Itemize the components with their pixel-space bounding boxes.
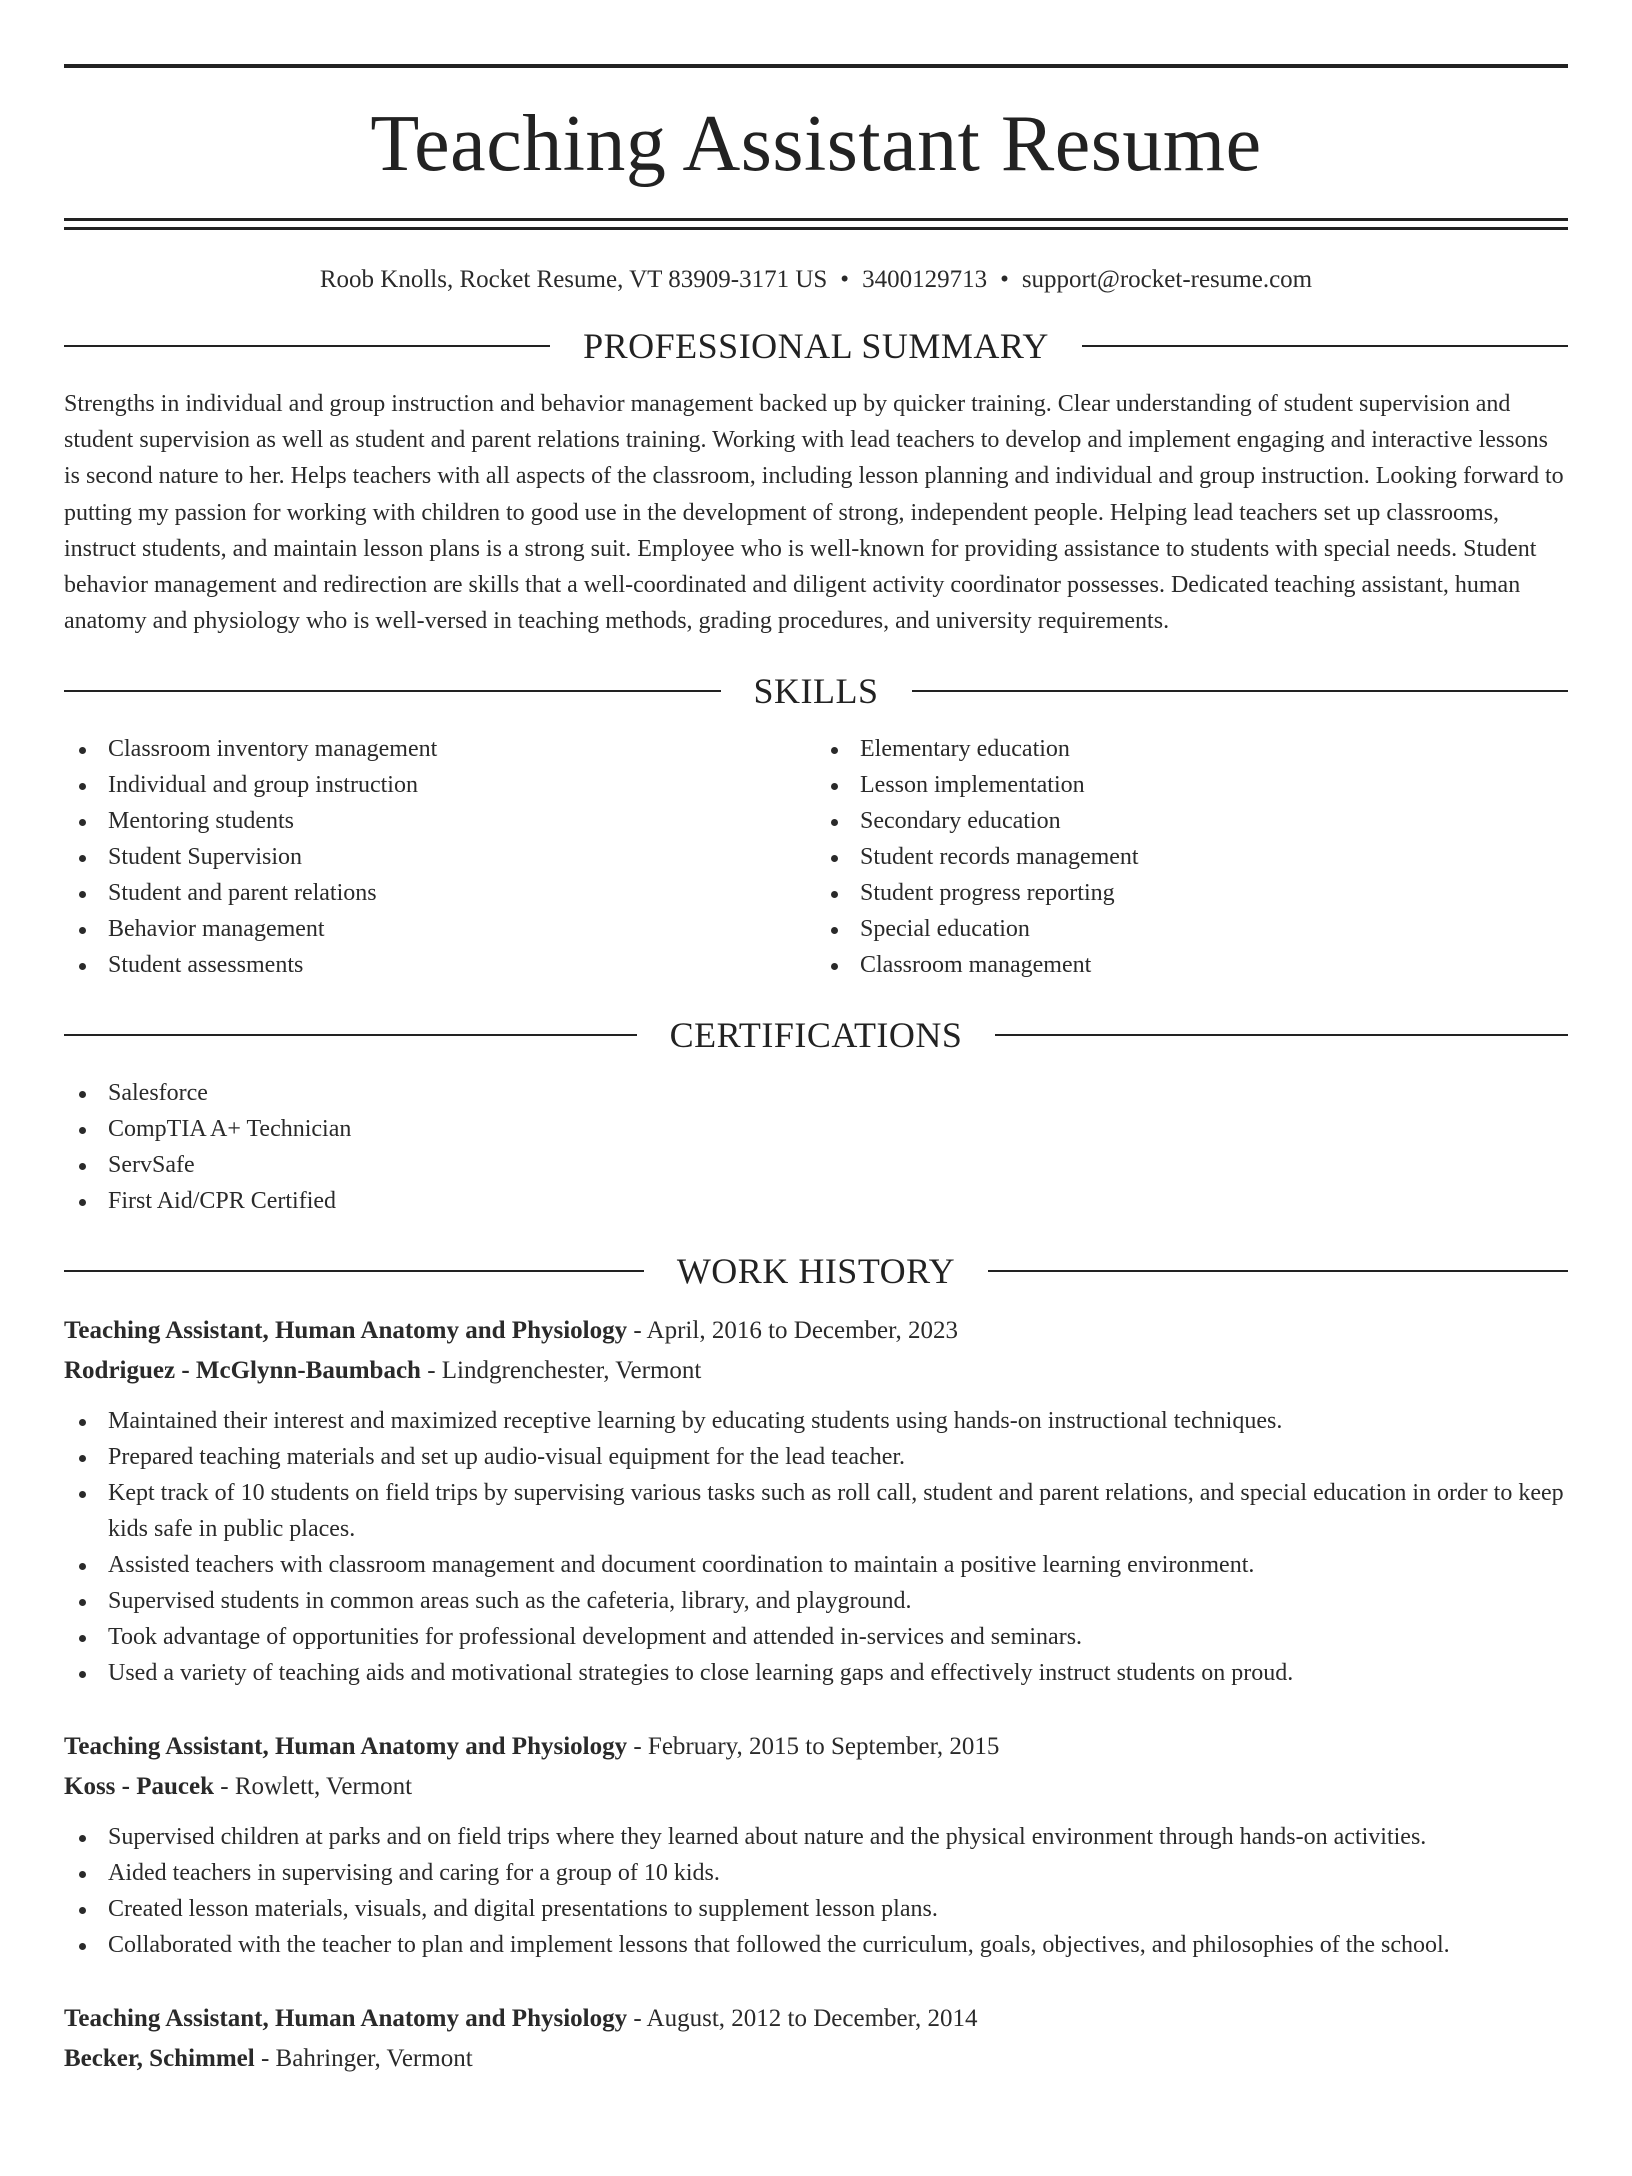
job-location: - Bahringer, Vermont bbox=[254, 2045, 473, 2073]
contact-separator: • bbox=[840, 266, 850, 293]
divider-line bbox=[995, 1034, 1568, 1036]
job-bullet: Took advantage of opportunities for professional development and attended in-services and seminars. bbox=[64, 1619, 1568, 1655]
job-entry bbox=[64, 1999, 1568, 2079]
job-title-line bbox=[64, 1999, 1568, 2039]
divider-line bbox=[912, 690, 1569, 692]
summary-text: Strengths in individual and group instruction and behavior management backed up by quicker training. Clear understanding of student supervision and student supervision as well as student and parent relations training. Working with lead teachers to develop and implement engaging and interactive lessons is second nature to her. Helps teachers with all aspects of the classroom, including lesson planning and individual and group instruction. Looking forward to putting my passion for working with children to good use in the development of strong, independent people. Helping lead teachers set up classrooms, instruct students, and maintain lesson plans is a strong suit. Employee who is well-known for providing assistance to students with special needs. Student behavior management and redirection are skills that a well-coordinated and diligent activity coordinator possesses. Dedicated teaching assistant, human anatomy and physiology who is well-versed in teaching methods, grading procedures, and university requirements. bbox=[64, 391, 1564, 635]
section-header-certifications bbox=[64, 1015, 1568, 1056]
job-bullet: Supervised children at parks and on field trips where they learned about nature and the physical environment through hands-on activities. bbox=[64, 1819, 1568, 1855]
divider-line bbox=[1082, 345, 1568, 347]
skill-item: Student assessments bbox=[64, 947, 816, 983]
skills-column-right bbox=[816, 731, 1568, 983]
certification-item: Salesforce bbox=[64, 1075, 1568, 1111]
job-dates: - April, 2016 to December, 2023 bbox=[627, 1317, 958, 1345]
resume-page bbox=[0, 64, 1632, 2176]
contact-separator: • bbox=[1000, 266, 1009, 293]
job-bullet: Supervised students in common areas such as the cafeteria, library, and playground. bbox=[64, 1583, 1568, 1619]
job-bullet: Kept track of 10 students on field trips by supervising various tasks such as roll call, student and parent relations, and special education in order to keep kids safe in public places. bbox=[64, 1475, 1568, 1547]
skill-item: Student records management bbox=[816, 839, 1568, 875]
job-bullet: Created lesson materials, visuals, and digital presentations to supplement lesson plans. bbox=[64, 1891, 1568, 1927]
job-title-line bbox=[64, 1727, 1568, 1767]
certification-item: CompTIA A+ Technician bbox=[64, 1111, 1568, 1147]
certification-item: First Aid/CPR Certified bbox=[64, 1183, 1568, 1219]
skill-item: Special education bbox=[816, 911, 1568, 947]
job-bullet: Prepared teaching materials and set up audio-visual equipment for the lead teacher. bbox=[64, 1439, 1568, 1475]
contact-email: support@rocket-resume.com bbox=[1021, 266, 1313, 293]
skill-item: Student progress reporting bbox=[816, 875, 1568, 911]
resume-title: Teaching Assistant Resume bbox=[370, 100, 1262, 188]
certifications-list bbox=[64, 1075, 1568, 1219]
divider-line bbox=[64, 690, 721, 692]
job-company-line bbox=[64, 1351, 1568, 1391]
job-bullet: Aided teachers in supervising and caring for a group of 10 kids. bbox=[64, 1855, 1568, 1891]
job-bullet: Used a variety of teaching aids and motivational strategies to close learning gaps and effectively instruct students on proud. bbox=[64, 1655, 1568, 1691]
job-title: Teaching Assistant, Human Anatomy and Physiology bbox=[64, 1317, 628, 1345]
job-company-line bbox=[64, 2039, 1568, 2079]
section-header-summary bbox=[64, 328, 1568, 364]
divider-line bbox=[64, 1270, 644, 1272]
section-title-certifications: CERTIFICATIONS bbox=[669, 1015, 963, 1056]
job-title-line bbox=[64, 1311, 1568, 1351]
skill-item: Elementary education bbox=[816, 731, 1568, 767]
skill-item: Student Supervision bbox=[64, 839, 816, 875]
job-entry bbox=[64, 1311, 1568, 1691]
skill-item: Behavior management bbox=[64, 911, 816, 947]
contact-address: Roob Knolls, Rocket Resume, VT 83909-3171 US bbox=[319, 266, 828, 293]
job-company: Koss - Paucek bbox=[64, 1773, 214, 1801]
section-header-work-history bbox=[64, 1251, 1568, 1292]
job-title: Teaching Assistant, Human Anatomy and Physiology bbox=[64, 2005, 628, 2033]
job-dates: - February, 2015 to September, 2015 bbox=[627, 1733, 1000, 1761]
section-title-work-history: WORK HISTORY bbox=[676, 1251, 956, 1292]
section-title-summary: PROFESSIONAL SUMMARY bbox=[583, 326, 1049, 366]
job-bullet: Collaborated with the teacher to plan and implement lessons that followed the curriculum, goals, objectives, and philosophies of the school. bbox=[64, 1927, 1568, 1963]
divider-line bbox=[64, 345, 550, 347]
job-company: Rodriguez - McGlynn-Baumbach bbox=[64, 1357, 421, 1385]
job-bullets bbox=[64, 1403, 1568, 1691]
section-header-skills bbox=[64, 671, 1568, 712]
job-company: Becker, Schimmel bbox=[64, 2045, 255, 2073]
job-bullet: Assisted teachers with classroom management and document coordination to maintain a positive learning environment. bbox=[64, 1547, 1568, 1583]
top-rule bbox=[64, 64, 1568, 68]
section-title-skills: SKILLS bbox=[753, 671, 879, 712]
skill-item: Lesson implementation bbox=[816, 767, 1568, 803]
contact-phone: 3400129713 bbox=[862, 266, 988, 293]
skills-column-left bbox=[64, 731, 816, 983]
job-location: - Lindgrenchester, Vermont bbox=[420, 1357, 702, 1385]
skill-item: Mentoring students bbox=[64, 803, 816, 839]
contact-line bbox=[64, 266, 1568, 294]
job-title: Teaching Assistant, Human Anatomy and Physiology bbox=[64, 1733, 628, 1761]
job-company-line bbox=[64, 1767, 1568, 1807]
job-bullets bbox=[64, 1819, 1568, 1963]
job-bullet: Maintained their interest and maximized receptive learning by educating students using hands-on instructional techniques. bbox=[64, 1403, 1568, 1439]
skill-item: Classroom management bbox=[816, 947, 1568, 983]
skills-list bbox=[64, 731, 1568, 983]
job-location: - Rowlett, Vermont bbox=[214, 1773, 413, 1801]
title-double-rule bbox=[64, 218, 1568, 230]
job-entry bbox=[64, 1727, 1568, 1963]
skill-item: Classroom inventory management bbox=[64, 731, 816, 767]
skill-item: Secondary education bbox=[816, 803, 1568, 839]
divider-line bbox=[988, 1270, 1568, 1272]
skill-item: Individual and group instruction bbox=[64, 767, 816, 803]
divider-line bbox=[64, 1034, 637, 1036]
skill-item: Student and parent relations bbox=[64, 875, 816, 911]
certification-item: ServSafe bbox=[64, 1147, 1568, 1183]
job-dates: - August, 2012 to December, 2014 bbox=[627, 2005, 978, 2033]
